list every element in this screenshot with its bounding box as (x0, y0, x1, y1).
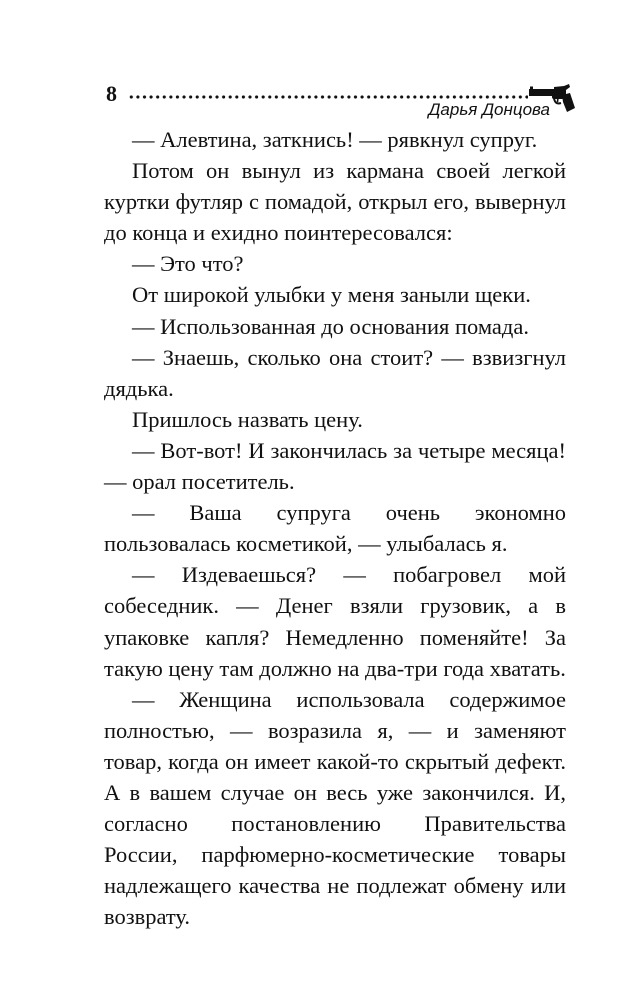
page-number: 8 (106, 81, 117, 106)
paragraph: — Издеваешься? — побагровел мой собеседник. — Денег взяли грузовик, а в упаковке капля? Немедленно поменяйте! За такую цену там должно на два-три года хватать. (104, 562, 566, 681)
revolver-icon (528, 82, 576, 114)
paragraph: — Женщина использовала содержимое полностью, — возразила я, — и заменяют товар, когда он имеет какой-то скрытый дефект. А в вашем случае он весь уже закончился. И, согласно постановлению Правительства России, парфюмерно-косметические товары надлежащего качества не подлежат обмену или возврату. (104, 686, 566, 930)
page-text (104, 124, 566, 932)
paragraph: — Знаешь, сколько она стоит? — взвизгнул дядька. (104, 344, 566, 401)
paragraph: От широкой улыбки у меня заныли щеки. (132, 282, 531, 308)
paragraph: — Алевтина, заткнись! — рявкнул супруг. (132, 127, 538, 152)
paragraph: Пришлось назвать цену. (132, 406, 363, 432)
paragraph: Потом он вынул из кармана своей легкой куртки футляр с помадой, открыл его, вывернул до конца и ехидно поинтересовался: (104, 158, 566, 246)
author-name: Дарья Донцова (428, 100, 550, 119)
dotted-leader (128, 95, 528, 99)
paragraph: — Вот-вот! И закончилась за четыре месяца! — орал посетитель. (104, 437, 566, 495)
paragraph: — Ваша супруга очень экономно пользовалась косметикой, — улыбалась я. (104, 500, 566, 557)
paragraph: — Это что? (132, 251, 244, 277)
paragraph: — Использованная до основания помада. (132, 313, 529, 339)
running-header (106, 80, 576, 124)
